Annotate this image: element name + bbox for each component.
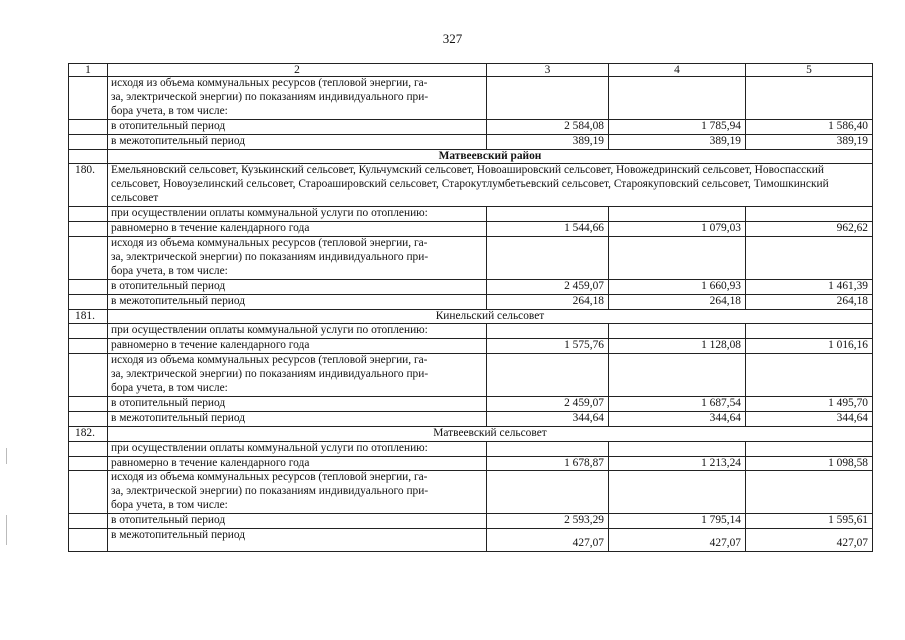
value-cell-v4: 1 213,24 <box>609 456 746 471</box>
row-label: в межотопительный период <box>108 411 487 426</box>
table-row <box>69 514 873 529</box>
value-cell-v4: 1 785,94 <box>609 119 746 134</box>
value-cell-v5: 1 461,39 <box>746 279 873 294</box>
row-label: при осуществлении оплаты коммунальной услуги по отоплению: <box>108 441 487 456</box>
table-row <box>69 77 873 120</box>
value-cell-v5: 427,07 <box>746 529 873 552</box>
value-cell-v5: 1 495,70 <box>746 396 873 411</box>
value-cell-v5 <box>746 236 873 279</box>
value-cell-v5: 1 098,58 <box>746 456 873 471</box>
value-cell-v3: 2 593,29 <box>487 514 609 529</box>
table-row <box>69 529 873 552</box>
table-row <box>69 354 873 397</box>
value-cell-v5: 962,62 <box>746 222 873 237</box>
row-index-cell <box>69 119 108 134</box>
value-cell-v4 <box>609 207 746 222</box>
value-cell-v5: 389,19 <box>746 134 873 149</box>
value-cell-v3: 1 678,87 <box>487 456 609 471</box>
value-cell-v5: 344,64 <box>746 411 873 426</box>
value-cell-v3 <box>487 77 609 120</box>
row-label: при осуществлении оплаты коммунальной услуги по отоплению: <box>108 207 487 222</box>
table-row <box>69 279 873 294</box>
page-number: 327 <box>442 31 463 46</box>
column-number-cell: 5 <box>746 64 873 77</box>
row-index-cell: 182. <box>69 426 108 441</box>
row-index-cell <box>69 339 108 354</box>
table-row <box>69 324 873 339</box>
value-cell-v5 <box>746 324 873 339</box>
value-cell-v3: 2 459,07 <box>487 396 609 411</box>
value-cell-v3: 1 544,66 <box>487 222 609 237</box>
row-label: равномерно в течение календарного года <box>108 339 487 354</box>
column-number-cell: 4 <box>609 64 746 77</box>
value-cell-v5: 1 595,61 <box>746 514 873 529</box>
row-index-cell <box>69 294 108 309</box>
row-label: в отопительный период <box>108 514 487 529</box>
value-cell-v5 <box>746 471 873 514</box>
table-row <box>69 207 873 222</box>
value-cell-v3: 264,18 <box>487 294 609 309</box>
value-cell-v4: 1 795,14 <box>609 514 746 529</box>
row-label: исходя из объема коммунальных ресурсов (тепловой энергии, га- за, электрической энергии) по показаниям индивидуального при- бора учета, в том числе: <box>108 354 487 397</box>
table-row <box>69 339 873 354</box>
value-cell-v4 <box>609 236 746 279</box>
row-index-cell <box>69 77 108 120</box>
value-cell-v3 <box>487 441 609 456</box>
row-label: в межотопительный период <box>108 529 487 552</box>
section-title: Матвеевский район <box>108 149 873 164</box>
value-cell-v4: 264,18 <box>609 294 746 309</box>
value-cell-v4: 1 128,08 <box>609 339 746 354</box>
section-row <box>69 149 873 164</box>
row-index-cell <box>69 236 108 279</box>
column-number-cell: 3 <box>487 64 609 77</box>
row-index-cell <box>69 456 108 471</box>
value-cell-v3 <box>487 207 609 222</box>
table-row <box>69 396 873 411</box>
table-row <box>69 456 873 471</box>
settlements-row <box>69 164 873 207</box>
row-index-cell <box>69 279 108 294</box>
value-cell-v5 <box>746 77 873 120</box>
settlements-list: Емельяновский сельсовет, Кузькинский сельсовет, Кульчумский сельсовет, Новоашировский сельсовет, Новожедринский сельсовет, Новоспасский сельсовет, Новоузелинский сельсовет, Староашировский сельсовет, Старокутлумбетьевский сельсовет, Староякуповский сельсовет, Тимошкинский сельсовет <box>108 164 873 207</box>
value-cell-v3: 2 584,08 <box>487 119 609 134</box>
value-cell-v4: 427,07 <box>609 529 746 552</box>
column-number-cell: 1 <box>69 64 108 77</box>
row-index-cell <box>69 471 108 514</box>
scan-edge-mark <box>6 515 7 545</box>
row-label: равномерно в течение календарного года <box>108 456 487 471</box>
row-index-cell <box>69 529 108 552</box>
table-row <box>69 222 873 237</box>
value-cell-v5: 264,18 <box>746 294 873 309</box>
row-label: исходя из объема коммунальных ресурсов (тепловой энергии, га- за, электрической энергии) по показаниям индивидуального при- бора учета, в том числе: <box>108 471 487 514</box>
row-label: исходя из объема коммунальных ресурсов (тепловой энергии, га- за, электрической энергии) по показаниям индивидуального при- бора учета, в том числе: <box>108 77 487 120</box>
table-row <box>69 294 873 309</box>
section-row <box>69 309 873 324</box>
value-cell-v4: 344,64 <box>609 411 746 426</box>
row-label: в отопительный период <box>108 396 487 411</box>
row-index-cell: 180. <box>69 164 108 207</box>
value-cell-v5 <box>746 441 873 456</box>
row-label: при осуществлении оплаты коммунальной услуги по отоплению: <box>108 324 487 339</box>
tariff-table <box>68 63 873 552</box>
row-label: исходя из объема коммунальных ресурсов (тепловой энергии, га- за, электрической энергии) по показаниям индивидуального при- бора учета, в том числе: <box>108 236 487 279</box>
section-title: Кинельский сельсовет <box>108 309 873 324</box>
row-label: равномерно в течение календарного года <box>108 222 487 237</box>
column-number-row <box>69 64 873 77</box>
value-cell-v3: 389,19 <box>487 134 609 149</box>
table-row <box>69 441 873 456</box>
row-label: в межотопительный период <box>108 294 487 309</box>
table-row <box>69 134 873 149</box>
value-cell-v3 <box>487 236 609 279</box>
row-index-cell: 181. <box>69 309 108 324</box>
value-cell-v4: 1 079,03 <box>609 222 746 237</box>
value-cell-v4: 1 687,54 <box>609 396 746 411</box>
row-index-cell <box>69 396 108 411</box>
tariff-table-body <box>69 64 873 552</box>
row-label: в межотопительный период <box>108 134 487 149</box>
table-row <box>69 119 873 134</box>
value-cell-v4 <box>609 441 746 456</box>
row-index-cell <box>69 149 108 164</box>
value-cell-v3: 427,07 <box>487 529 609 552</box>
row-label: в отопительный период <box>108 119 487 134</box>
value-cell-v5: 1 586,40 <box>746 119 873 134</box>
scan-edge-mark <box>6 448 7 464</box>
table-row <box>69 411 873 426</box>
row-index-cell <box>69 324 108 339</box>
table-row <box>69 236 873 279</box>
value-cell-v3 <box>487 471 609 514</box>
row-index-cell <box>69 222 108 237</box>
value-cell-v5: 1 016,16 <box>746 339 873 354</box>
value-cell-v4: 1 660,93 <box>609 279 746 294</box>
column-number-cell: 2 <box>108 64 487 77</box>
value-cell-v3 <box>487 354 609 397</box>
value-cell-v4 <box>609 471 746 514</box>
row-index-cell <box>69 441 108 456</box>
value-cell-v4 <box>609 324 746 339</box>
value-cell-v5 <box>746 207 873 222</box>
row-index-cell <box>69 411 108 426</box>
section-row <box>69 426 873 441</box>
value-cell-v3 <box>487 324 609 339</box>
value-cell-v4: 389,19 <box>609 134 746 149</box>
row-index-cell <box>69 134 108 149</box>
row-index-cell <box>69 514 108 529</box>
value-cell-v3: 344,64 <box>487 411 609 426</box>
row-index-cell <box>69 207 108 222</box>
value-cell-v5 <box>746 354 873 397</box>
table-row <box>69 471 873 514</box>
row-label: в отопительный период <box>108 279 487 294</box>
value-cell-v3: 2 459,07 <box>487 279 609 294</box>
section-title: Матвеевский сельсовет <box>108 426 873 441</box>
value-cell-v4 <box>609 354 746 397</box>
value-cell-v4 <box>609 77 746 120</box>
row-index-cell <box>69 354 108 397</box>
value-cell-v3: 1 575,76 <box>487 339 609 354</box>
